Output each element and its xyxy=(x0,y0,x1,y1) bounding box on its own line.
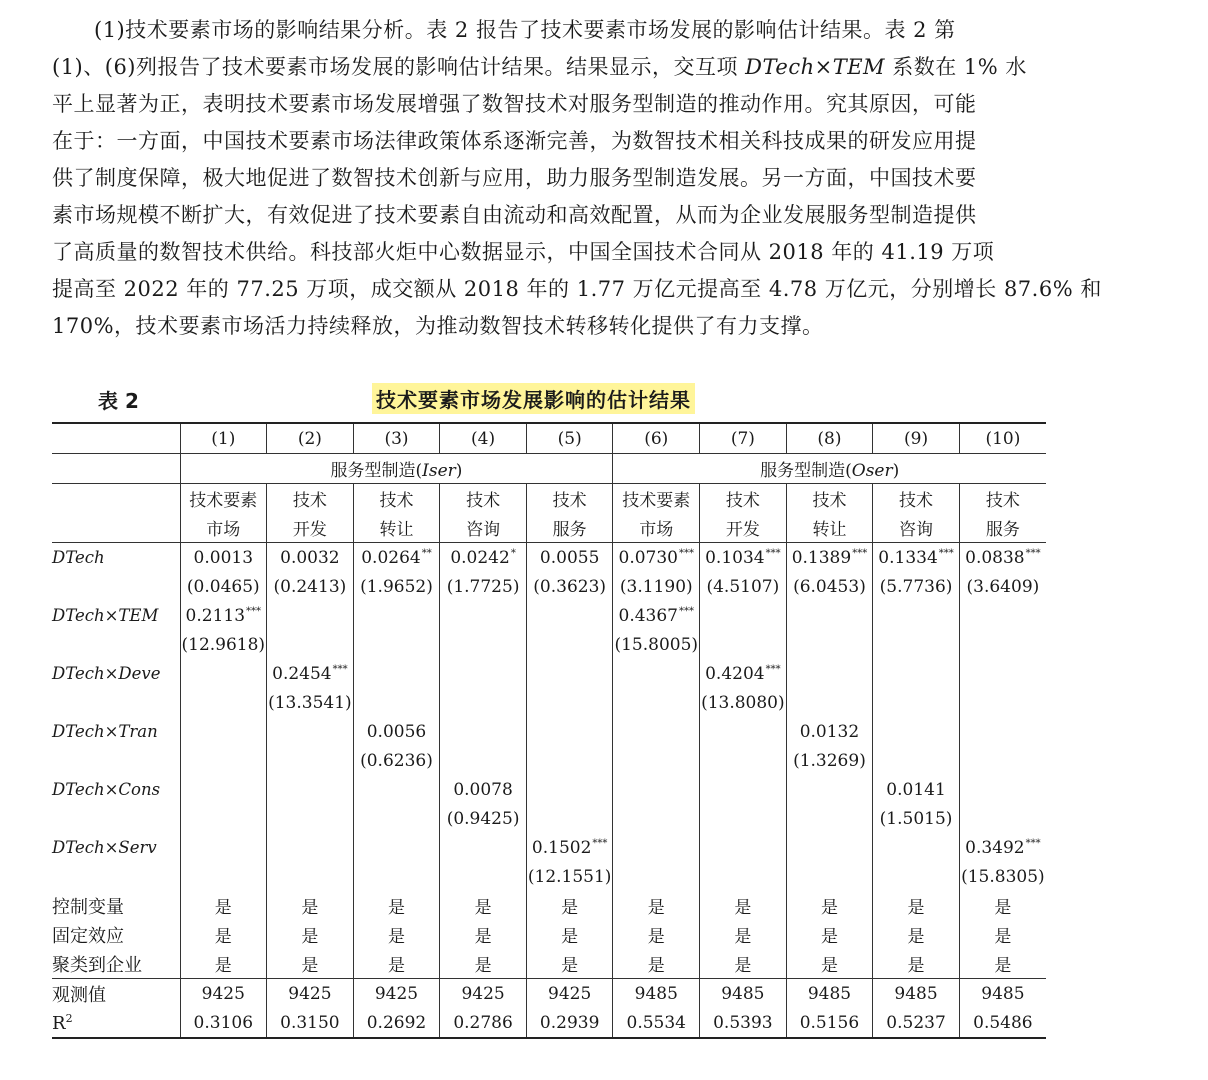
obs-cell: 9485 xyxy=(786,979,873,1009)
coef-cell xyxy=(959,659,1046,688)
tstat-cell xyxy=(526,804,613,833)
coef-value: 0.0264 xyxy=(361,547,421,568)
coef-cell xyxy=(613,659,700,688)
r2-cell: 0.3106 xyxy=(180,1008,267,1038)
r2-cell: 0.5237 xyxy=(873,1008,960,1038)
tstat-cell xyxy=(180,746,267,775)
paragraph-line: 平上显著为正，表明技术要素市场发展增强了数智技术对服务型制造的推动作用。究其原因，可能 xyxy=(52,92,977,116)
column-number: (6) xyxy=(613,423,700,454)
subheader-cell: 技术 xyxy=(873,484,960,514)
tstat-cell: (3.6409) xyxy=(959,572,1046,601)
yes-cell: 是 xyxy=(440,920,527,949)
coef-cell xyxy=(353,717,440,746)
tstat-cell xyxy=(613,862,700,891)
yes-cell: 是 xyxy=(613,891,700,920)
coef-cell xyxy=(353,659,440,688)
obs-cell: 9485 xyxy=(700,979,787,1009)
coef-value: 0.0838 xyxy=(965,547,1025,568)
obs-cell: 9485 xyxy=(959,979,1046,1009)
coef-cell xyxy=(267,833,354,862)
coef-cell xyxy=(873,601,960,630)
estimation-table xyxy=(52,422,1046,1039)
coef-row xyxy=(52,775,1046,804)
group-header-row xyxy=(52,454,1046,484)
coef-cell xyxy=(959,717,1046,746)
coef-cell xyxy=(873,775,960,804)
tstat-cell: (6.0453) xyxy=(786,572,873,601)
coef-value: 0.1502 xyxy=(531,837,592,858)
coef-cell xyxy=(353,543,440,573)
yes-cell: 是 xyxy=(526,891,613,920)
tstat-row xyxy=(52,746,1046,775)
subheader-cell: 咨询 xyxy=(440,513,527,543)
column-number: (2) xyxy=(267,423,354,454)
subheader-cell: 技术 xyxy=(959,484,1046,514)
paragraph-line: 在于：一方面，中国技术要素市场法律政策体系逐渐完善，为数智技术相关科技成果的研发应用提 xyxy=(52,129,977,153)
coef-value: 0.0141 xyxy=(886,779,946,800)
coef-row xyxy=(52,717,1046,746)
tstat-cell xyxy=(873,862,960,891)
yes-cell: 是 xyxy=(873,949,960,979)
obs-cell: 9425 xyxy=(440,979,527,1009)
coef-value: 0.0032 xyxy=(280,547,340,568)
coef-cell xyxy=(613,601,700,630)
coef-cell xyxy=(180,717,267,746)
coef-cell xyxy=(786,717,873,746)
tstat-cell xyxy=(786,804,873,833)
significance-stars: *** xyxy=(765,547,781,559)
yes-cell: 是 xyxy=(959,891,1046,920)
yes-cell: 是 xyxy=(526,920,613,949)
row-label: DTech×TEM xyxy=(52,606,159,625)
subheader-cell: 开发 xyxy=(267,513,354,543)
tstat-cell xyxy=(267,862,354,891)
coef-cell xyxy=(959,601,1046,630)
coef-cell xyxy=(180,833,267,862)
obs-cell: 9425 xyxy=(267,979,354,1009)
control-row xyxy=(52,920,1046,949)
row-label-empty xyxy=(52,862,180,891)
r2-cell: 0.2786 xyxy=(440,1008,527,1038)
control-row xyxy=(52,891,1046,920)
coef-cell xyxy=(526,659,613,688)
paragraph-line: (1)技术要素市场的影响结果分析。表 2 报告了技术要素市场发展的影响估计结果。表 2 第 xyxy=(94,18,956,42)
tstat-cell xyxy=(180,862,267,891)
tstat-cell xyxy=(353,630,440,659)
row-label: DTech×Cons xyxy=(52,780,161,799)
tstat-cell xyxy=(180,688,267,717)
coef-value: 0.1334 xyxy=(878,547,938,568)
coef-cell xyxy=(873,833,960,862)
tstat-cell xyxy=(959,804,1046,833)
coef-cell xyxy=(526,775,613,804)
tstat-row xyxy=(52,630,1046,659)
column-number: (5) xyxy=(526,423,613,454)
coef-cell xyxy=(267,659,354,688)
observations-row xyxy=(52,979,1046,1009)
coef-cell xyxy=(440,833,527,862)
subheader-row xyxy=(52,513,1046,543)
coef-cell xyxy=(959,833,1046,862)
obs-cell: 9485 xyxy=(873,979,960,1009)
coef-value: 0.4367 xyxy=(618,605,678,626)
coef-value: 0.1389 xyxy=(791,547,852,568)
subheader-cell: 服务 xyxy=(959,513,1046,543)
coef-cell xyxy=(700,775,787,804)
coef-row xyxy=(52,833,1046,862)
row-label-empty xyxy=(52,572,180,601)
yes-cell: 是 xyxy=(613,920,700,949)
tstat-cell: (15.8005) xyxy=(613,630,700,659)
coef-value: 0.0055 xyxy=(539,547,600,568)
coef-cell xyxy=(700,717,787,746)
coef-value: 0.0730 xyxy=(618,547,678,568)
tstat-cell xyxy=(613,746,700,775)
yes-cell: 是 xyxy=(440,891,527,920)
yes-cell: 是 xyxy=(526,949,613,979)
coef-cell xyxy=(786,601,873,630)
yes-cell: 是 xyxy=(353,891,440,920)
tstat-row xyxy=(52,688,1046,717)
coef-cell xyxy=(440,775,527,804)
corner-cell xyxy=(52,454,180,484)
tstat-cell: (1.5015) xyxy=(873,804,960,833)
subheader-cell: 开发 xyxy=(700,513,787,543)
yes-cell: 是 xyxy=(180,891,267,920)
tstat-cell xyxy=(526,688,613,717)
tstat-row xyxy=(52,804,1046,833)
coef-cell xyxy=(440,543,527,573)
significance-stars: *** xyxy=(852,547,868,559)
tstat-cell: (3.1190) xyxy=(613,572,700,601)
tstat-cell: (1.9652) xyxy=(353,572,440,601)
column-number: (7) xyxy=(700,423,787,454)
row-label: $R^2$ xyxy=(52,1008,180,1038)
tstat-cell: (0.0465) xyxy=(180,572,267,601)
row-label: DTech×Serv xyxy=(52,838,157,857)
yes-cell: 是 xyxy=(180,949,267,979)
yes-cell: 是 xyxy=(786,949,873,979)
corner-cell xyxy=(52,423,180,454)
tstat-cell xyxy=(440,862,527,891)
tstat-cell xyxy=(440,688,527,717)
coef-value: 0.1034 xyxy=(705,547,765,568)
paragraph-line: 170%，技术要素市场活力持续释放，为推动数智技术转移转化提供了有力支撑。 xyxy=(52,314,824,338)
significance-stars: ** xyxy=(421,547,432,559)
coef-value: 0.0013 xyxy=(193,547,254,568)
row-label: DTech×Tran xyxy=(52,722,158,741)
r2-cell: 0.3150 xyxy=(267,1008,354,1038)
row-label: 聚类到企业 xyxy=(52,949,180,979)
coef-cell xyxy=(873,543,960,573)
corner-cell xyxy=(52,513,180,543)
tstat-cell xyxy=(700,746,787,775)
r2-cell: 0.5534 xyxy=(613,1008,700,1038)
coef-cell xyxy=(613,833,700,862)
tstat-cell xyxy=(526,746,613,775)
paragraph-line: 供了制度保障，极大地促进了数智技术创新与应用，助力服务型制造发展。另一方面，中国技术要 xyxy=(52,166,977,190)
yes-cell: 是 xyxy=(267,920,354,949)
coef-cell xyxy=(959,775,1046,804)
subheader-cell: 技术 xyxy=(786,484,873,514)
paragraph-line: 素市场规模不断扩大，有效促进了技术要素自由流动和高效配置，从而为企业发展服务型制造提供 xyxy=(52,203,977,227)
subheader-cell: 转让 xyxy=(786,513,873,543)
yes-cell: 是 xyxy=(353,920,440,949)
coef-cell xyxy=(959,543,1046,573)
yes-cell: 是 xyxy=(267,891,354,920)
subheader-cell: 技术 xyxy=(700,484,787,514)
row-label: DTech xyxy=(52,548,105,567)
tstat-row xyxy=(52,572,1046,601)
r2-cell: 0.2692 xyxy=(353,1008,440,1038)
control-row xyxy=(52,949,1046,979)
coef-cell xyxy=(267,717,354,746)
coef-value: 0.0242 xyxy=(450,547,510,568)
obs-cell: 9485 xyxy=(613,979,700,1009)
coef-row xyxy=(52,543,1046,573)
coef-cell xyxy=(700,543,787,573)
coef-cell xyxy=(700,601,787,630)
significance-stars: *** xyxy=(1025,837,1041,849)
obs-cell: 9425 xyxy=(526,979,613,1009)
coef-value: 0.4204 xyxy=(705,663,765,684)
tstat-cell xyxy=(873,630,960,659)
coef-cell xyxy=(180,601,267,630)
tstat-cell xyxy=(526,630,613,659)
paragraph-line: 了高质量的数智技术供给。科技部火炬中心数据显示，中国全国技术合同从 2018 年的 41.19 万项 xyxy=(52,240,995,264)
tstat-cell: (4.5107) xyxy=(700,572,787,601)
tstat-cell xyxy=(873,746,960,775)
subheader-cell: 转让 xyxy=(353,513,440,543)
subheader-cell: 技术 xyxy=(353,484,440,514)
significance-stars: *** xyxy=(679,605,694,617)
tstat-cell xyxy=(267,630,354,659)
yes-cell: 是 xyxy=(873,891,960,920)
r2-cell: 0.5486 xyxy=(959,1008,1046,1038)
row-label: 观测值 xyxy=(52,984,106,1006)
tstat-cell xyxy=(267,804,354,833)
tstat-cell xyxy=(180,804,267,833)
tstat-cell xyxy=(700,862,787,891)
coef-cell xyxy=(180,659,267,688)
tstat-cell xyxy=(959,688,1046,717)
coef-cell xyxy=(180,775,267,804)
tstat-cell xyxy=(786,688,873,717)
tstat-cell: (0.2413) xyxy=(267,572,354,601)
body-paragraph xyxy=(52,12,1102,345)
subheader-cell: 市场 xyxy=(180,513,267,543)
subheader-cell: 技术要素 xyxy=(613,484,700,514)
coef-cell xyxy=(786,833,873,862)
row-label: DTech×Deve xyxy=(52,664,161,683)
coef-row xyxy=(52,601,1046,630)
tstat-cell xyxy=(613,688,700,717)
significance-stars: *** xyxy=(246,605,262,617)
coef-value: 0.2454 xyxy=(272,663,332,684)
coef-cell xyxy=(613,717,700,746)
significance-stars: *** xyxy=(679,547,694,559)
coef-cell xyxy=(786,659,873,688)
column-number: (9) xyxy=(873,423,960,454)
tstat-cell xyxy=(959,630,1046,659)
coef-cell xyxy=(526,543,613,573)
paragraph-line: 提高至 2022 年的 77.25 万项，成交额从 2018 年的 1.77 万亿元提高至 4.78 万亿元，分别增长 87.6% 和 xyxy=(52,277,1102,301)
column-number: (4) xyxy=(440,423,527,454)
coef-cell xyxy=(267,601,354,630)
coef-cell xyxy=(353,775,440,804)
tstat-cell xyxy=(267,746,354,775)
coef-cell xyxy=(440,717,527,746)
coef-cell xyxy=(700,833,787,862)
tstat-cell xyxy=(353,862,440,891)
coef-value: 0.3492 xyxy=(965,837,1025,858)
row-label-empty xyxy=(52,630,180,659)
coef-cell xyxy=(526,601,613,630)
tstat-cell: (0.3623) xyxy=(526,572,613,601)
r2-cell: 0.5156 xyxy=(786,1008,873,1038)
r2-cell: 0.5393 xyxy=(700,1008,787,1038)
coef-cell xyxy=(700,659,787,688)
yes-cell: 是 xyxy=(959,920,1046,949)
row-label: 控制变量 xyxy=(52,896,124,918)
tstat-cell xyxy=(700,630,787,659)
yes-cell: 是 xyxy=(959,949,1046,979)
coef-cell xyxy=(180,543,267,573)
yes-cell: 是 xyxy=(786,891,873,920)
column-number: (3) xyxy=(353,423,440,454)
obs-cell: 9425 xyxy=(180,979,267,1009)
tstat-cell: (0.9425) xyxy=(440,804,527,833)
subheader-cell: 技术要素 xyxy=(180,484,267,514)
yes-cell: 是 xyxy=(180,920,267,949)
group-header-iser: 服务型制造(Iser) xyxy=(180,454,613,484)
yes-cell: 是 xyxy=(613,949,700,979)
tstat-cell xyxy=(353,688,440,717)
subheader-cell: 技术 xyxy=(440,484,527,514)
tstat-cell: (1.7725) xyxy=(440,572,527,601)
column-number: (8) xyxy=(786,423,873,454)
tstat-cell xyxy=(700,804,787,833)
coef-cell xyxy=(786,543,873,573)
coef-cell xyxy=(440,659,527,688)
significance-stars: *** xyxy=(332,663,348,675)
table-title: 技术要素市场发展影响的估计结果 xyxy=(372,383,695,414)
subheader-cell: 服务 xyxy=(526,513,613,543)
tstat-cell: (13.8080) xyxy=(700,688,787,717)
r-squared-row xyxy=(52,1008,1046,1038)
tstat-cell xyxy=(353,804,440,833)
yes-cell: 是 xyxy=(700,949,787,979)
table-label: 表 2 xyxy=(98,389,139,413)
yes-cell: 是 xyxy=(700,920,787,949)
yes-cell: 是 xyxy=(440,949,527,979)
yes-cell: 是 xyxy=(786,920,873,949)
row-label-empty xyxy=(52,746,180,775)
yes-cell: 是 xyxy=(700,891,787,920)
subheader-cell: 市场 xyxy=(613,513,700,543)
tstat-cell xyxy=(440,630,527,659)
subheader-row xyxy=(52,484,1046,514)
coef-cell xyxy=(353,601,440,630)
tstat-cell: (15.8305) xyxy=(959,862,1046,891)
coef-cell xyxy=(786,775,873,804)
paragraph-line: (1)、(6)列报告了技术要素市场发展的影响估计结果。结果显示，交互项 DTech×TEM 系数在 1% 水 xyxy=(52,55,1027,79)
coef-cell xyxy=(873,659,960,688)
significance-stars: *** xyxy=(592,837,608,849)
tstat-cell: (12.1551) xyxy=(526,862,613,891)
tstat-cell: (5.7736) xyxy=(873,572,960,601)
coef-value: 0.0132 xyxy=(799,721,860,742)
row-label-empty xyxy=(52,688,180,717)
column-number-row xyxy=(52,423,1046,454)
coef-cell xyxy=(440,601,527,630)
column-number: (10) xyxy=(959,423,1046,454)
yes-cell: 是 xyxy=(873,920,960,949)
tstat-cell xyxy=(613,804,700,833)
tstat-cell: (13.3541) xyxy=(267,688,354,717)
subheader-cell: 技术 xyxy=(267,484,354,514)
tstat-cell: (1.3269) xyxy=(786,746,873,775)
tstat-cell xyxy=(786,630,873,659)
subheader-cell: 技术 xyxy=(526,484,613,514)
row-label: 固定效应 xyxy=(52,925,124,947)
yes-cell: 是 xyxy=(267,949,354,979)
tstat-row xyxy=(52,862,1046,891)
significance-stars: *** xyxy=(1025,547,1041,559)
significance-stars: *** xyxy=(938,547,954,559)
coef-value: 0.2113 xyxy=(185,605,246,626)
coef-value: 0.0056 xyxy=(366,721,427,742)
tstat-cell: (12.9618) xyxy=(180,630,267,659)
tstat-cell xyxy=(873,688,960,717)
coef-row xyxy=(52,659,1046,688)
coef-value: 0.0078 xyxy=(453,779,513,800)
coef-cell xyxy=(526,833,613,862)
tstat-cell xyxy=(959,746,1046,775)
coef-cell xyxy=(267,775,354,804)
tstat-cell: (0.6236) xyxy=(353,746,440,775)
column-number: (1) xyxy=(180,423,267,454)
coef-cell xyxy=(613,543,700,573)
coef-cell xyxy=(353,833,440,862)
tstat-cell xyxy=(440,746,527,775)
interaction-term: DTech×TEM xyxy=(745,55,886,79)
coef-cell xyxy=(267,543,354,573)
yes-cell: 是 xyxy=(353,949,440,979)
coef-cell xyxy=(873,717,960,746)
group-header-oser: 服务型制造(Oser) xyxy=(613,454,1046,484)
r2-cell: 0.2939 xyxy=(526,1008,613,1038)
subheader-cell: 咨询 xyxy=(873,513,960,543)
tstat-cell xyxy=(786,862,873,891)
corner-cell xyxy=(52,484,180,514)
significance-stars: * xyxy=(510,547,516,559)
coef-cell xyxy=(526,717,613,746)
row-label-empty xyxy=(52,804,180,833)
obs-cell: 9425 xyxy=(353,979,440,1009)
coef-cell xyxy=(613,775,700,804)
significance-stars: *** xyxy=(765,663,781,675)
